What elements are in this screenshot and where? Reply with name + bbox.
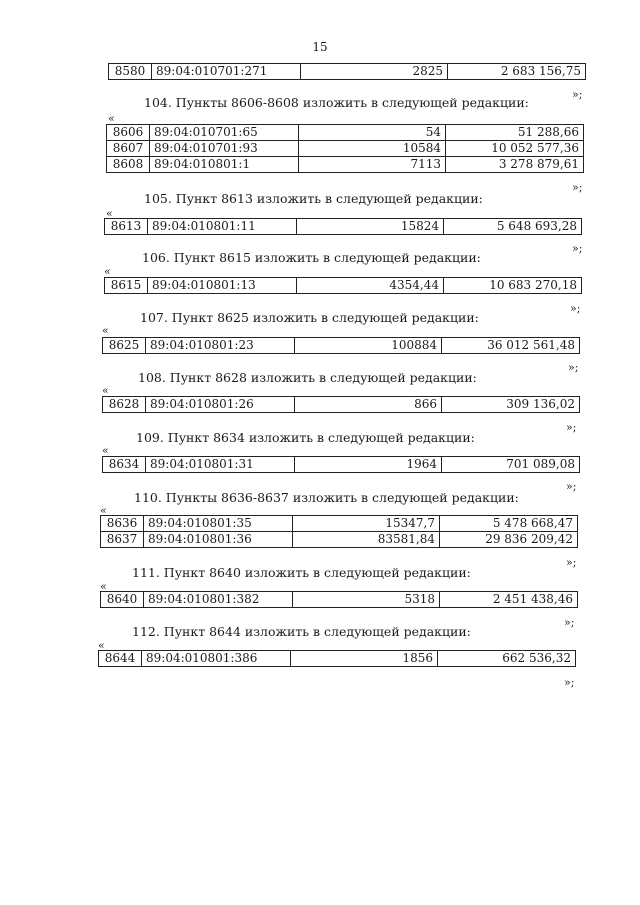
closing-quote: »; xyxy=(572,242,583,255)
cadastral-number: 89:04:010701:271 xyxy=(152,64,301,80)
table-section-105 xyxy=(104,218,582,235)
cadastral-number: 89:04:010801:1 xyxy=(150,157,299,173)
row-number: 8637 xyxy=(101,532,144,548)
cost-value: 10 052 577,36 xyxy=(446,141,584,157)
area-value: 7113 xyxy=(299,157,446,173)
table-row xyxy=(105,278,582,294)
table-top-row xyxy=(108,63,586,80)
area-value: 4354,44 xyxy=(297,278,444,294)
cost-value: 662 536,32 xyxy=(438,651,576,667)
cadastral-number: 89:04:010801:382 xyxy=(144,592,293,608)
section-heading: 104. Пункты 8606-8608 изложить в следующей редакции: xyxy=(144,95,529,110)
cadastral-number: 89:04:010801:386 xyxy=(142,651,291,667)
page-number: 15 xyxy=(312,40,328,54)
area-value: 15824 xyxy=(297,219,444,235)
row-number: 8644 xyxy=(99,651,142,667)
opening-quote: « xyxy=(104,265,111,278)
table-row xyxy=(101,592,578,608)
closing-quote: »; xyxy=(566,480,577,493)
closing-quote: »; xyxy=(564,616,575,629)
row-number: 8608 xyxy=(107,157,150,173)
cadastral-number: 89:04:010801:36 xyxy=(144,532,293,548)
cost-value: 2 451 438,46 xyxy=(440,592,578,608)
area-value: 5318 xyxy=(293,592,440,608)
row-number: 8580 xyxy=(109,64,152,80)
table-row xyxy=(107,141,584,157)
cost-value: 701 089,08 xyxy=(442,457,580,473)
cadastral-number: 89:04:010801:26 xyxy=(146,397,295,413)
section-heading: 106. Пункт 8615 изложить в следующей редакции: xyxy=(142,250,481,265)
area-value: 100884 xyxy=(295,338,442,354)
table-section-111 xyxy=(100,591,578,608)
opening-quote: « xyxy=(102,444,109,457)
row-number: 8634 xyxy=(103,457,146,473)
table-section-104 xyxy=(106,124,584,173)
closing-quote: »; xyxy=(572,181,583,194)
cost-value: 10 683 270,18 xyxy=(444,278,582,294)
cost-value: 29 836 209,42 xyxy=(440,532,578,548)
closing-quote: »; xyxy=(564,676,575,689)
opening-quote: « xyxy=(108,112,115,125)
row-number: 8640 xyxy=(101,592,144,608)
opening-quote: « xyxy=(100,580,107,593)
opening-quote: « xyxy=(98,639,105,652)
area-value: 2825 xyxy=(301,64,448,80)
row-number: 8607 xyxy=(107,141,150,157)
table-row xyxy=(103,457,580,473)
section-heading: 105. Пункт 8613 изложить в следующей редакции: xyxy=(144,191,483,206)
section-heading: 111. Пункт 8640 изложить в следующей редакции: xyxy=(132,565,471,580)
cadastral-number: 89:04:010801:11 xyxy=(148,219,297,235)
table-section-108 xyxy=(102,396,580,413)
table-section-106 xyxy=(104,277,582,294)
table-row xyxy=(107,125,584,141)
cadastral-number: 89:04:010801:23 xyxy=(146,338,295,354)
cost-value: 5 478 668,47 xyxy=(440,516,578,532)
table-row xyxy=(103,397,580,413)
table-row xyxy=(105,219,582,235)
closing-quote: »; xyxy=(568,361,579,374)
area-value: 10584 xyxy=(299,141,446,157)
table-section-107 xyxy=(102,337,580,354)
closing-quote: »; xyxy=(566,556,577,569)
opening-quote: « xyxy=(100,504,107,517)
opening-quote: « xyxy=(102,324,109,337)
cadastral-number: 89:04:010701:93 xyxy=(150,141,299,157)
cost-value: 2 683 156,75 xyxy=(448,64,586,80)
area-value: 866 xyxy=(295,397,442,413)
cost-value: 36 012 561,48 xyxy=(442,338,580,354)
table-row xyxy=(101,516,578,532)
table-section-109 xyxy=(102,456,580,473)
closing-quote: »; xyxy=(570,302,581,315)
section-heading: 108. Пункт 8628 изложить в следующей редакции: xyxy=(138,370,477,385)
cadastral-number: 89:04:010801:13 xyxy=(148,278,297,294)
row-number: 8606 xyxy=(107,125,150,141)
row-number: 8625 xyxy=(103,338,146,354)
cost-value: 5 648 693,28 xyxy=(444,219,582,235)
table-section-110 xyxy=(100,515,578,548)
table-section-112 xyxy=(98,650,576,667)
area-value: 83581,84 xyxy=(293,532,440,548)
area-value: 15347,7 xyxy=(293,516,440,532)
row-number: 8613 xyxy=(105,219,148,235)
row-number: 8636 xyxy=(101,516,144,532)
opening-quote: « xyxy=(102,384,109,397)
row-number: 8628 xyxy=(103,397,146,413)
section-heading: 107. Пункт 8625 изложить в следующей редакции: xyxy=(140,310,479,325)
section-heading: 109. Пункт 8634 изложить в следующей редакции: xyxy=(136,430,475,445)
cadastral-number: 89:04:010801:35 xyxy=(144,516,293,532)
opening-quote: « xyxy=(106,207,113,220)
cost-value: 3 278 879,61 xyxy=(446,157,584,173)
area-value: 54 xyxy=(299,125,446,141)
area-value: 1964 xyxy=(295,457,442,473)
cost-value: 51 288,66 xyxy=(446,125,584,141)
cadastral-number: 89:04:010801:31 xyxy=(146,457,295,473)
section-heading: 110. Пункты 8636-8637 изложить в следующей редакции: xyxy=(134,490,519,505)
cadastral-number: 89:04:010701:65 xyxy=(150,125,299,141)
row-number: 8615 xyxy=(105,278,148,294)
cost-value: 309 136,02 xyxy=(442,397,580,413)
table-row xyxy=(107,157,584,173)
closing-quote: »; xyxy=(566,421,577,434)
section-heading: 112. Пункт 8644 изложить в следующей редакции: xyxy=(132,624,471,639)
area-value: 1856 xyxy=(291,651,438,667)
table-row xyxy=(109,64,586,80)
table-row xyxy=(103,338,580,354)
table-row xyxy=(101,532,578,548)
table-row xyxy=(99,651,576,667)
closing-quote: »; xyxy=(572,88,583,101)
